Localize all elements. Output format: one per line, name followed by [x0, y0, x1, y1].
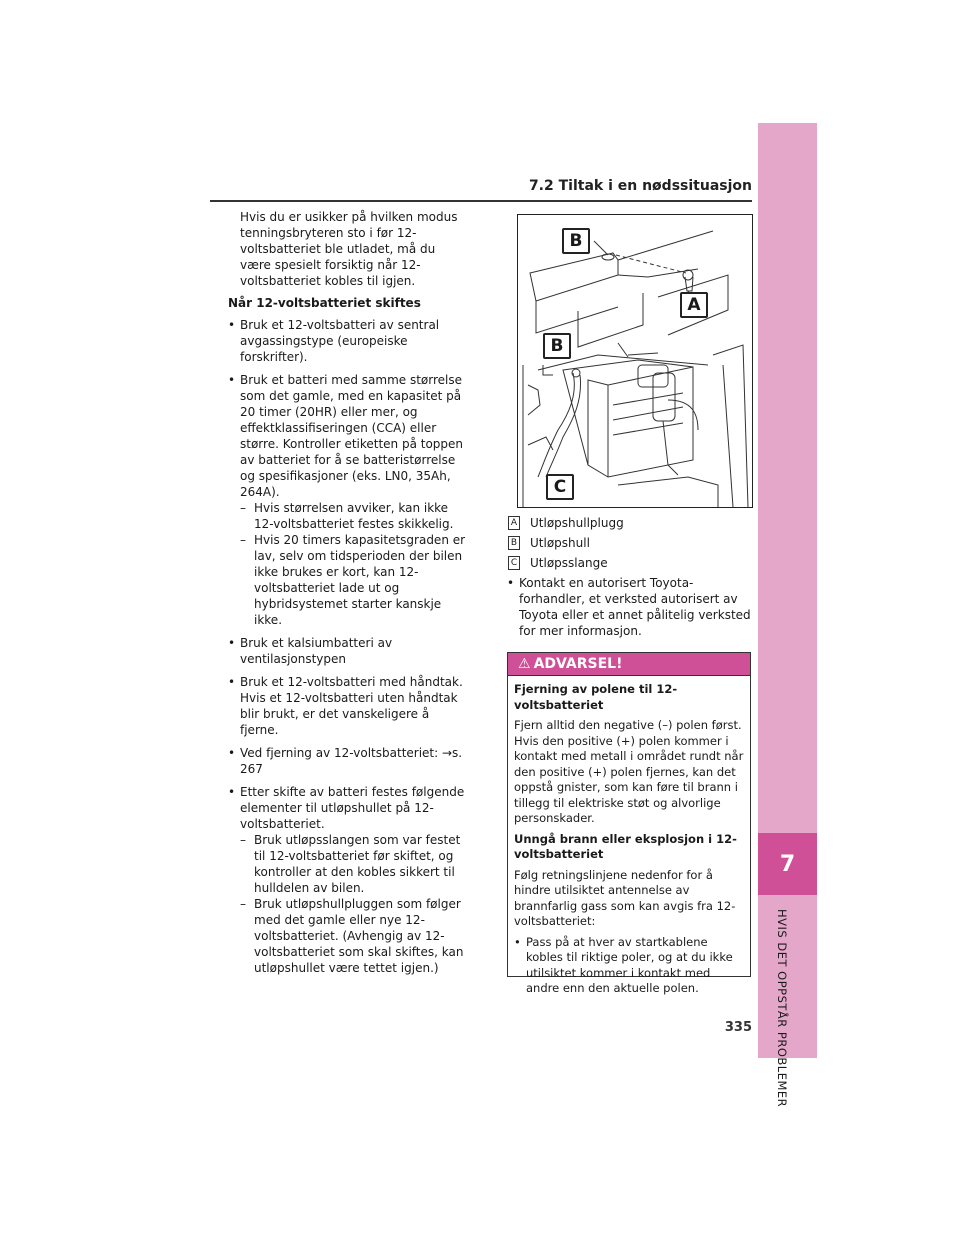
bullet-mark: • [228, 785, 236, 799]
list-item[interactable] [228, 745, 468, 777]
warning-body [508, 676, 750, 997]
list-item [228, 635, 468, 667]
list-item [228, 674, 468, 738]
bullet-text: Bruk et 12-voltsbatteri av sentral avgassingstype (europeiske forskrifter). [240, 318, 440, 364]
warning-title: ADVARSEL! [533, 656, 623, 672]
warning-heading: Fjerning av polene til 12-voltsbatteriet [514, 682, 678, 712]
warning-heading: Unngå brann eller eksplosjon i 12-voltsbatteriet [514, 831, 737, 861]
bullet-text: Bruk et 12-voltsbatteri med håndtak. Hvis et 12-voltsbatteri uten håndtak blir brukt, er det vanskeligere å fjerne. [240, 675, 463, 737]
section-header: 7.2 Tiltak i en nødssituasjon [528, 178, 752, 194]
list-item [228, 784, 468, 976]
warning-bullet [514, 935, 744, 997]
warning-triangle-icon: ⚠ [518, 656, 531, 672]
legend-item [507, 535, 755, 551]
warning-paragraph: Fjern alltid den negative (–) polen først. Hvis den positive (+) polen kommer i kontakt med metall i området rundt når den positive (+) polen fjernes, kan det oppstå gnister, som kan føre til brann i tillegg til elektriske støt og alvorlige personskader. [514, 718, 744, 825]
contact-text: Kontakt en autorisert Toyota-forhandler, et verksted autorisert av Toyota eller et annet pålitelig verksted for mer informasjon. [519, 576, 751, 638]
page-number: 335 [724, 1020, 752, 1035]
label-b-top: B [562, 228, 590, 254]
warning-paragraph: Følg retningslinjene nedenfor for å hindre utilsiktet antennelse av brannfarlig gass som kan avgis fra 12-voltsbatteriet: [514, 867, 736, 928]
sub-item-text: Hvis 20 timers kapasitetsgraden er lav, selv om tidsperioden der bilen ikke brukes er kort, kan 12-voltsbatteriet lade ut og hybridsystemet starter kanskje ikke. [254, 533, 466, 627]
bullet-mark: • [514, 934, 521, 949]
intro-paragraph: Hvis du er usikker på hvilken modus tenningsbryteren sto i før 12-voltsbatteriet ble utladet, må du være spesielt forsiktig når 12-voltsbatteriet kobles til igjen. [240, 210, 458, 288]
legend-item [507, 555, 755, 571]
battery-illustration [517, 214, 753, 508]
bullet-mark: • [507, 576, 515, 590]
label-c: C [546, 474, 574, 500]
list-item [228, 317, 468, 365]
bullet-mark: • [228, 675, 236, 689]
warning-header [508, 653, 750, 676]
label-b-mid: B [543, 333, 571, 359]
warning-box [507, 652, 751, 995]
bullet-mark: • [228, 318, 236, 332]
warning-bullet-text: Pass på at hver av startkablene kobles til riktige poler, og at du ikke utilsiktet kommer i kontakt med andre enn den aktuelle polen. [526, 934, 733, 995]
dash-mark: – [240, 533, 246, 547]
sub-item-text: Hvis størrelsen avviker, kan ikke 12-voltsbatteriet festes skikkelig. [254, 501, 454, 531]
page-reference-link[interactable]: Ved fjerning av 12-voltsbatteriet: →s. 267 [240, 746, 463, 776]
label-a: A [680, 292, 708, 318]
dash-mark: – [240, 897, 246, 911]
figure-legend [507, 515, 755, 639]
bullet-mark: • [228, 746, 236, 760]
legend-text: Utløpsslange [530, 556, 608, 570]
chapter-title: HVIS DET OPPSTÅR PROBLEMER [775, 909, 789, 1108]
legend-badge: B [508, 536, 520, 550]
legend-badge: C [508, 556, 520, 570]
bullet-text: Bruk et batteri med samme størrelse som det gamle, med en kapasitet på 20 timer (20HR) eller mer, og effektklassifiseringen (CCA) eller større. Kontroller etiketten på toppen av batteriet for å se batteristørrelse og spesifikasjoner (eks. LN0, 35Ah, 264A). [240, 373, 464, 499]
battery-drawing [518, 215, 752, 507]
bullet-mark: • [228, 636, 236, 650]
contact-note [507, 575, 755, 639]
dash-mark: – [240, 833, 246, 847]
sub-item-text: Bruk utløpshullpluggen som følger med det gamle eller nye 12-voltsbatteriet. (Avhengig av 12-voltsbatteriet som skal skiftes, kan utløpshullet være tettet igjen.) [254, 897, 464, 975]
bullet-text: Etter skifte av batteri festes følgende elementer til utløpshullet på 12-voltsbatteriet. [240, 785, 465, 831]
legend-badge: A [508, 516, 520, 530]
header-rule [210, 200, 752, 202]
chapter-side-tab[interactable] [758, 123, 817, 1108]
legend-text: Utløpshull [530, 536, 590, 550]
chapter-number: 7 [758, 833, 817, 895]
section-heading: Når 12-voltsbatteriet skiftes [228, 296, 421, 310]
list-item [228, 372, 468, 628]
legend-item [507, 515, 755, 531]
sub-item-text: Bruk utløpsslangen som var festet til 12-voltsbatteriet før skiftet, og kontroller at den kobles sikkert til hulldelen av bilen. [254, 833, 461, 895]
bullet-mark: • [228, 373, 236, 387]
legend-text: Utløpshullplugg [530, 516, 624, 530]
left-column [228, 209, 468, 983]
dash-mark: – [240, 501, 246, 515]
bullet-text: Bruk et kalsiumbatteri av ventilasjonstypen [240, 636, 393, 666]
